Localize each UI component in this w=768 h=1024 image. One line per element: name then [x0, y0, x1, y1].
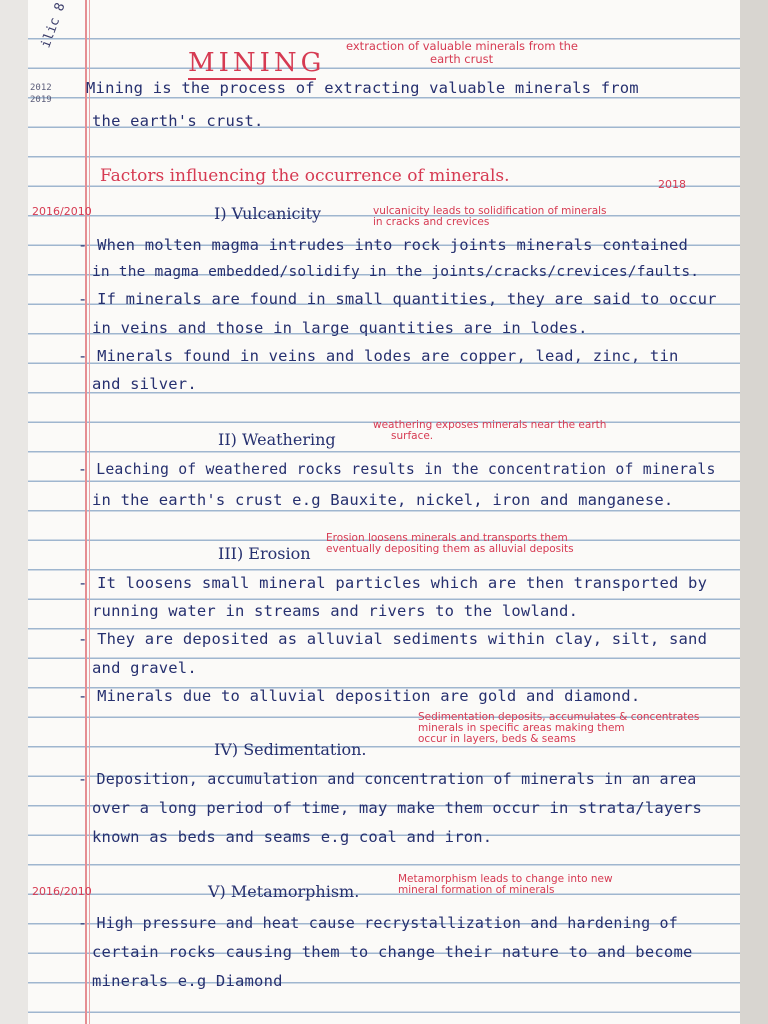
section4-title: IV) Sedimentation. [214, 740, 367, 759]
section3-line-5: - Minerals due to alluvial deposition are gold and diamond. [78, 687, 641, 705]
section1-date: 2016/2010 [32, 205, 92, 218]
title-note-line-1: extraction of valuable minerals from the [346, 39, 578, 53]
section3-note-line-2: eventually depositing them as alluvial deposits [326, 543, 574, 555]
section3-note-line-1: Erosion loosens minerals and transports them [326, 532, 568, 544]
margin-line [85, 0, 87, 1024]
section5-line-3: minerals e.g Diamond [92, 972, 283, 990]
section1-line-5: - Minerals found in veins and lodes are copper, lead, zinc, tin [78, 347, 679, 365]
section3-line-1: - It loosens small mineral particles which are then transported by [78, 574, 708, 592]
section5-line-1: - High pressure and heat cause recrystallization and hardening of [78, 914, 678, 932]
section4-note-line-1: Sedimentation deposits, accumulates & concentrates [418, 711, 700, 723]
section3-note [326, 533, 574, 555]
title-note [346, 40, 578, 66]
section5-title: V) Metamorphism. [208, 882, 360, 901]
section1-title: I) Vulcanicity [214, 204, 322, 223]
section4-note-line-3: occur in layers, beds & seams [418, 733, 576, 745]
title-note-line-2: earth crust [430, 52, 494, 66]
section1-line-3: - If minerals are found in small quantities, they are said to occur [78, 290, 717, 308]
section2-note [373, 420, 606, 442]
section2-note-line-1: weathering exposes minerals near the earth [373, 419, 607, 431]
section2-line-1: - Leaching of weathered rocks results in the concentration of minerals [78, 461, 716, 478]
section4-line-2: over a long period of time, may make them occur in strata/layers [92, 799, 703, 817]
margin-note-b: 2019 [30, 95, 52, 105]
section2-line-2: in the earth's crust e.g Bauxite, nickel, iron and manganese. [92, 491, 674, 509]
section3-line-4: and gravel. [92, 659, 197, 677]
section5-note [398, 874, 613, 896]
section5-note-line-2: mineral formation of minerals [398, 884, 555, 896]
section3-line-2: running water in streams and rivers to the lowland. [92, 602, 579, 620]
section1-line-2: in the magma embedded/solidify in the joints/cracks/crevices/faults. [92, 264, 700, 280]
page-title: MINING [188, 48, 326, 78]
section5-date: 2016/2010 [32, 885, 92, 898]
page-edge-shadow [740, 0, 768, 1024]
margin-line-secondary [89, 0, 90, 1024]
intro-line-1: Mining is the process of extracting valuable minerals from [86, 79, 639, 97]
factors-heading: Factors influencing the occurrence of minerals. [100, 166, 510, 186]
section1-line-4: in veins and those in large quantities are in lodes. [92, 319, 588, 337]
margin-note-a: 2012 [30, 83, 52, 93]
section4-line-3: known as beds and seams e.g coal and iron. [92, 828, 493, 846]
section1-note [373, 206, 607, 228]
section3-title: III) Erosion [218, 544, 311, 563]
section1-line-6: and silver. [92, 375, 197, 393]
section2-note-line-2: surface. [391, 430, 434, 442]
section4-note-line-2: minerals in specific areas making them [418, 722, 625, 734]
notebook-page [28, 0, 740, 1024]
section1-note-line-1: vulcanicity leads to solidification of minerals [373, 205, 607, 217]
section2-title: II) Weathering [218, 430, 336, 449]
section3-line-3: - They are deposited as alluvial sediments within clay, silt, sand [78, 630, 708, 648]
section5-note-line-1: Metamorphism leads to change into new [398, 873, 613, 885]
section1-note-line-2: in cracks and crevices [373, 216, 490, 228]
section5-line-2: certain rocks causing them to change their nature to and become [92, 943, 693, 961]
corner-note: ilic 8 [38, 0, 69, 51]
factors-heading-year: 2018 [658, 178, 686, 191]
intro-line-2: the earth's crust. [92, 112, 264, 130]
section4-note [418, 712, 699, 745]
section4-line-1: - Deposition, accumulation and concentration of minerals in an area [78, 770, 697, 788]
section1-line-1: - When molten magma intrudes into rock joints minerals contained [78, 236, 689, 254]
